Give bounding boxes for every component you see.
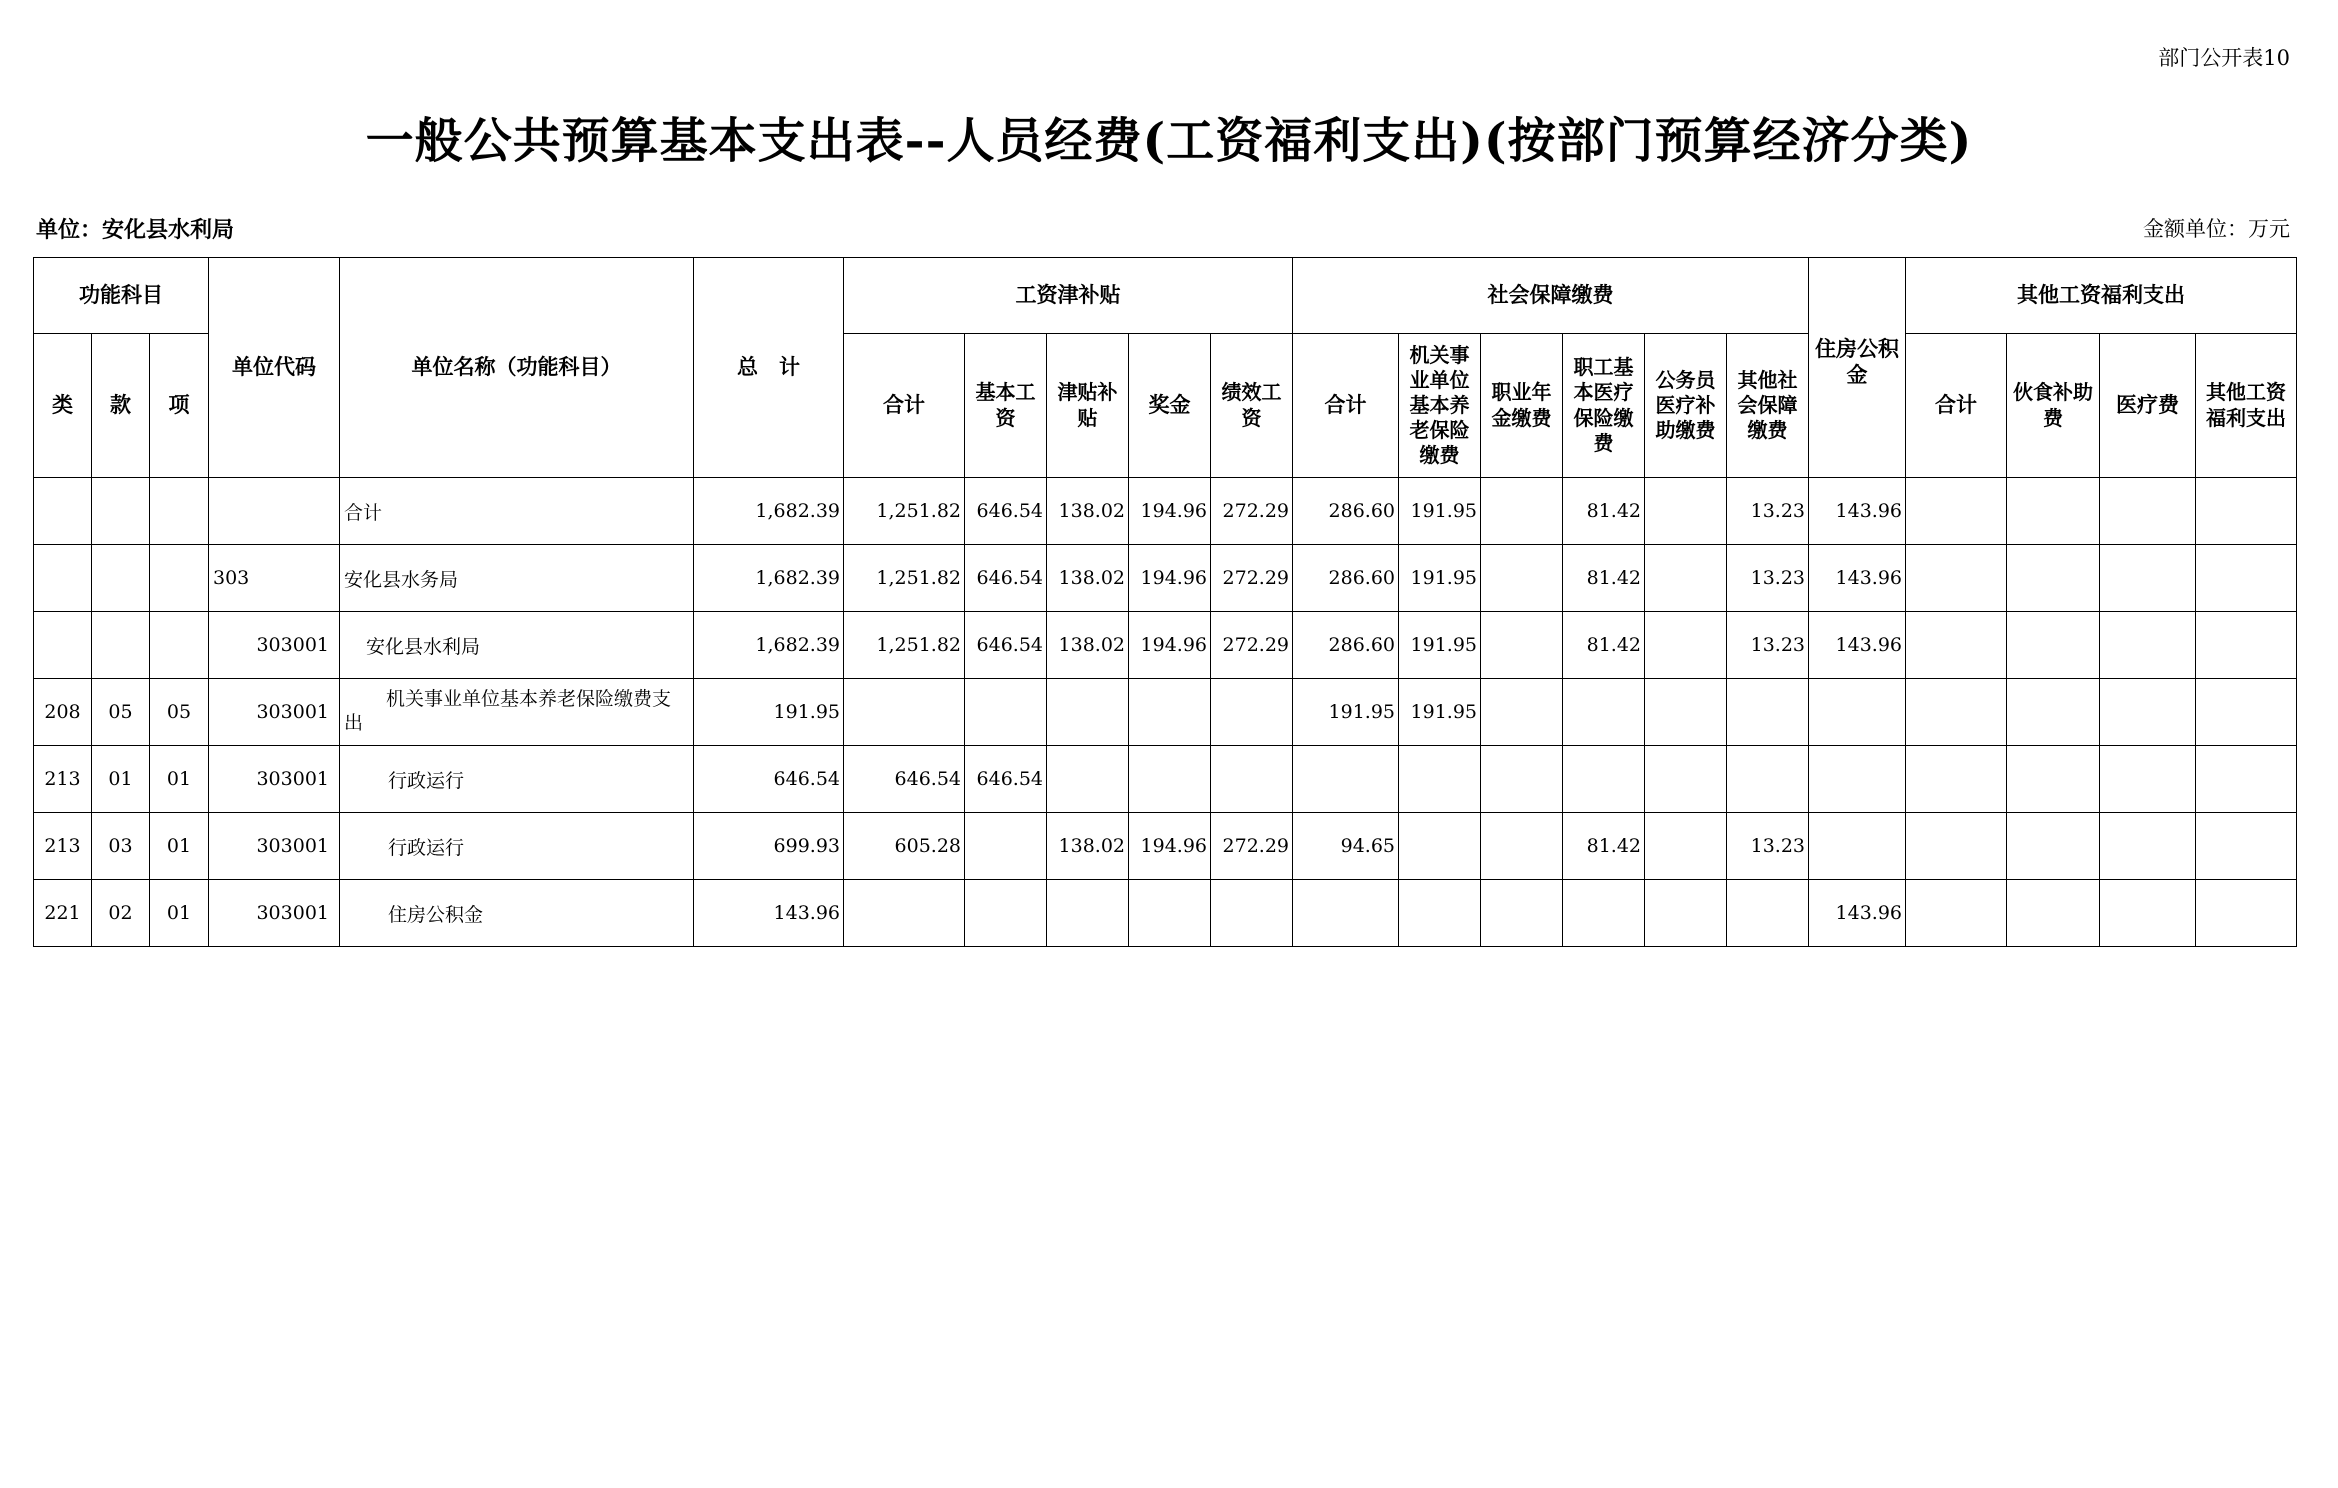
cell-other-social: 13.23 xyxy=(1727,612,1809,679)
cell-name: 行政运行 xyxy=(340,746,694,813)
cell-bonus xyxy=(1129,746,1211,813)
cell-lei: 213 xyxy=(34,746,92,813)
cell-code: 303001 xyxy=(209,612,340,679)
cell-basic-wage: 646.54 xyxy=(965,612,1047,679)
cell-housing-fund: 143.96 xyxy=(1809,545,1906,612)
cell-annuity xyxy=(1481,813,1563,880)
cell-medical: 81.42 xyxy=(1563,545,1645,612)
cell-bonus: 194.96 xyxy=(1129,545,1211,612)
cell-medical xyxy=(1563,880,1645,947)
cell-lei: 208 xyxy=(34,679,92,746)
cell-allowance: 138.02 xyxy=(1047,813,1129,880)
cell-total: 143.96 xyxy=(694,880,844,947)
cell-civil-medical xyxy=(1645,813,1727,880)
table-row xyxy=(34,813,2297,880)
page-title: 一般公共预算基本支出表--人员经费(工资福利支出)(按部门预算经济分类) xyxy=(365,113,1973,169)
cell-other-social: 13.23 xyxy=(1727,478,1809,545)
table-row xyxy=(34,478,2297,545)
cell-name: 住房公积金 xyxy=(340,880,694,947)
budget-table xyxy=(33,257,2297,947)
cell-name: 合计 xyxy=(340,478,694,545)
cell-other-social: 13.23 xyxy=(1727,545,1809,612)
cell-bonus: 194.96 xyxy=(1129,813,1211,880)
cell-total: 646.54 xyxy=(694,746,844,813)
cell-allowance xyxy=(1047,679,1129,746)
cell-xiang: 01 xyxy=(150,746,209,813)
cell-annuity xyxy=(1481,612,1563,679)
cell-performance xyxy=(1211,679,1293,746)
cell-meal xyxy=(2007,612,2100,679)
table-row xyxy=(34,679,2297,746)
cell-other-welfare xyxy=(2196,612,2297,679)
cell-xiang: 01 xyxy=(150,813,209,880)
cell-code: 303001 xyxy=(209,679,340,746)
cell-kuan: 01 xyxy=(92,746,150,813)
cell-annuity xyxy=(1481,746,1563,813)
cell-lei: 213 xyxy=(34,813,92,880)
cell-lei xyxy=(34,612,92,679)
cell-performance: 272.29 xyxy=(1211,813,1293,880)
cell-meal xyxy=(2007,746,2100,813)
cell-other-social xyxy=(1727,679,1809,746)
cell-meal xyxy=(2007,545,2100,612)
cell-name: 安化县水利局 xyxy=(340,612,694,679)
table-row xyxy=(34,612,2297,679)
cell-civil-medical xyxy=(1645,679,1727,746)
cell-civil-medical xyxy=(1645,478,1727,545)
cell-annuity xyxy=(1481,880,1563,947)
table-row xyxy=(34,880,2297,947)
cell-allowance: 138.02 xyxy=(1047,545,1129,612)
cell-xiang: 01 xyxy=(150,880,209,947)
cell-meal xyxy=(2007,679,2100,746)
cell-social-sum xyxy=(1293,746,1399,813)
cell-medical xyxy=(1563,746,1645,813)
cell-annuity xyxy=(1481,545,1563,612)
cell-code: 303001 xyxy=(209,880,340,947)
cell-medical-fee xyxy=(2100,679,2196,746)
header-wage-sum: 合计 xyxy=(844,334,965,478)
cell-housing-fund: 143.96 xyxy=(1809,478,1906,545)
cell-medical-fee xyxy=(2100,478,2196,545)
cell-housing-fund xyxy=(1809,679,1906,746)
cell-medical: 81.42 xyxy=(1563,813,1645,880)
cell-other-sum xyxy=(1906,545,2007,612)
cell-wage-sum: 1,251.82 xyxy=(844,612,965,679)
cell-pension xyxy=(1399,746,1481,813)
cell-meal xyxy=(2007,880,2100,947)
cell-lei: 221 xyxy=(34,880,92,947)
cell-social-sum: 94.65 xyxy=(1293,813,1399,880)
cell-bonus xyxy=(1129,679,1211,746)
header-performance: 绩效工资 xyxy=(1211,334,1293,478)
cell-performance xyxy=(1211,746,1293,813)
cell-code xyxy=(209,478,340,545)
header-other-sum: 合计 xyxy=(1906,334,2007,478)
header-meal: 伙食补助费 xyxy=(2007,334,2100,478)
cell-meal xyxy=(2007,813,2100,880)
cell-other-sum xyxy=(1906,880,2007,947)
cell-lei xyxy=(34,545,92,612)
cell-bonus xyxy=(1129,880,1211,947)
header-social-group: 社会保障缴费 xyxy=(1293,258,1809,334)
cell-total: 1,682.39 xyxy=(694,545,844,612)
cell-name xyxy=(340,679,694,746)
cell-housing-fund xyxy=(1809,813,1906,880)
cell-performance: 272.29 xyxy=(1211,545,1293,612)
cell-medical: 81.42 xyxy=(1563,478,1645,545)
header-other-welfare: 其他工资福利支出 xyxy=(2196,334,2297,478)
cell-other-social: 13.23 xyxy=(1727,813,1809,880)
header-total: 总 计 xyxy=(694,258,844,478)
cell-bonus: 194.96 xyxy=(1129,612,1211,679)
header-wage-group: 工资津补贴 xyxy=(844,258,1293,334)
header-social-sum: 合计 xyxy=(1293,334,1399,478)
cell-other-sum xyxy=(1906,746,2007,813)
header-civil-medical: 公务员医疗补助缴费 xyxy=(1645,334,1727,478)
cell-performance xyxy=(1211,880,1293,947)
cell-basic-wage xyxy=(965,679,1047,746)
header-kuan: 款 xyxy=(92,334,150,478)
table-row xyxy=(34,545,2297,612)
cell-pension: 191.95 xyxy=(1399,612,1481,679)
header-pension: 机关事业单位基本养老保险缴费 xyxy=(1399,334,1481,478)
amount-unit-label: 金额单位：万元 xyxy=(2143,217,2290,241)
cell-total: 1,682.39 xyxy=(694,478,844,545)
header-unit-code: 单位代码 xyxy=(209,258,340,478)
cell-allowance: 138.02 xyxy=(1047,478,1129,545)
header-other-group: 其他工资福利支出 xyxy=(1906,258,2297,334)
header-medical: 职工基本医疗保险缴费 xyxy=(1563,334,1645,478)
cell-name-text: 机关事业单位基本养老保险缴费支出 xyxy=(344,688,672,734)
cell-civil-medical xyxy=(1645,545,1727,612)
cell-kuan: 03 xyxy=(92,813,150,880)
header-xiang: 项 xyxy=(150,334,209,478)
cell-medical-fee xyxy=(2100,880,2196,947)
cell-other-welfare xyxy=(2196,880,2297,947)
cell-other-welfare xyxy=(2196,813,2297,880)
cell-housing-fund xyxy=(1809,746,1906,813)
cell-basic-wage xyxy=(965,880,1047,947)
cell-social-sum: 286.60 xyxy=(1293,478,1399,545)
cell-other-welfare xyxy=(2196,545,2297,612)
header-func-subject: 功能科目 xyxy=(34,258,209,334)
header-annuity: 职业年金缴费 xyxy=(1481,334,1563,478)
cell-code: 303001 xyxy=(209,746,340,813)
cell-social-sum: 286.60 xyxy=(1293,545,1399,612)
header-allowance: 津贴补贴 xyxy=(1047,334,1129,478)
cell-housing-fund: 143.96 xyxy=(1809,612,1906,679)
cell-xiang xyxy=(150,478,209,545)
cell-allowance xyxy=(1047,880,1129,947)
cell-basic-wage: 646.54 xyxy=(965,478,1047,545)
cell-basic-wage xyxy=(965,813,1047,880)
header-bonus: 奖金 xyxy=(1129,334,1211,478)
cell-xiang: 05 xyxy=(150,679,209,746)
cell-code: 303001 xyxy=(209,813,340,880)
cell-wage-sum: 605.28 xyxy=(844,813,965,880)
cell-civil-medical xyxy=(1645,612,1727,679)
cell-kuan xyxy=(92,612,150,679)
cell-name: 行政运行 xyxy=(340,813,694,880)
cell-civil-medical xyxy=(1645,880,1727,947)
cell-pension: 191.95 xyxy=(1399,679,1481,746)
cell-lei xyxy=(34,478,92,545)
cell-medical xyxy=(1563,679,1645,746)
cell-performance: 272.29 xyxy=(1211,478,1293,545)
table-row xyxy=(34,746,2297,813)
header-housing-fund: 住房公积金 xyxy=(1809,258,1906,478)
cell-other-sum xyxy=(1906,478,2007,545)
header-basic-wage: 基本工资 xyxy=(965,334,1047,478)
cell-basic-wage: 646.54 xyxy=(965,545,1047,612)
cell-basic-wage: 646.54 xyxy=(965,746,1047,813)
header-lei: 类 xyxy=(34,334,92,478)
cell-annuity xyxy=(1481,679,1563,746)
cell-bonus: 194.96 xyxy=(1129,478,1211,545)
cell-total: 699.93 xyxy=(694,813,844,880)
cell-medical-fee xyxy=(2100,545,2196,612)
cell-other-social xyxy=(1727,746,1809,813)
table-number-label: 部门公开表10 xyxy=(2158,46,2290,70)
cell-meal xyxy=(2007,478,2100,545)
cell-total: 191.95 xyxy=(694,679,844,746)
cell-medical-fee xyxy=(2100,612,2196,679)
cell-annuity xyxy=(1481,478,1563,545)
cell-pension: 191.95 xyxy=(1399,545,1481,612)
cell-wage-sum: 1,251.82 xyxy=(844,478,965,545)
cell-medical-fee xyxy=(2100,746,2196,813)
header-unit-name: 单位名称（功能科目） xyxy=(340,258,694,478)
cell-kuan: 05 xyxy=(92,679,150,746)
cell-social-sum: 286.60 xyxy=(1293,612,1399,679)
cell-other-welfare xyxy=(2196,478,2297,545)
header-other-social: 其他社会保障缴费 xyxy=(1727,334,1809,478)
cell-allowance xyxy=(1047,746,1129,813)
cell-wage-sum: 646.54 xyxy=(844,746,965,813)
cell-kuan: 02 xyxy=(92,880,150,947)
cell-other-sum xyxy=(1906,612,2007,679)
cell-other-sum xyxy=(1906,813,2007,880)
cell-wage-sum: 1,251.82 xyxy=(844,545,965,612)
cell-housing-fund: 143.96 xyxy=(1809,880,1906,947)
cell-other-welfare xyxy=(2196,679,2297,746)
cell-wage-sum xyxy=(844,880,965,947)
cell-civil-medical xyxy=(1645,746,1727,813)
cell-kuan xyxy=(92,478,150,545)
cell-pension: 191.95 xyxy=(1399,478,1481,545)
cell-allowance: 138.02 xyxy=(1047,612,1129,679)
cell-social-sum: 191.95 xyxy=(1293,679,1399,746)
cell-xiang xyxy=(150,545,209,612)
cell-medical-fee xyxy=(2100,813,2196,880)
cell-name: 安化县水务局 xyxy=(340,545,694,612)
cell-other-welfare xyxy=(2196,746,2297,813)
cell-xiang xyxy=(150,612,209,679)
header-medical-fee: 医疗费 xyxy=(2100,334,2196,478)
cell-pension xyxy=(1399,880,1481,947)
cell-other-sum xyxy=(1906,679,2007,746)
cell-kuan xyxy=(92,545,150,612)
cell-performance: 272.29 xyxy=(1211,612,1293,679)
cell-pension xyxy=(1399,813,1481,880)
cell-social-sum xyxy=(1293,880,1399,947)
cell-code: 303 xyxy=(209,545,340,612)
cell-medical: 81.42 xyxy=(1563,612,1645,679)
reporting-unit-label: 单位：安化县水利局 xyxy=(36,217,235,243)
cell-total: 1,682.39 xyxy=(694,612,844,679)
cell-other-social xyxy=(1727,880,1809,947)
cell-wage-sum xyxy=(844,679,965,746)
